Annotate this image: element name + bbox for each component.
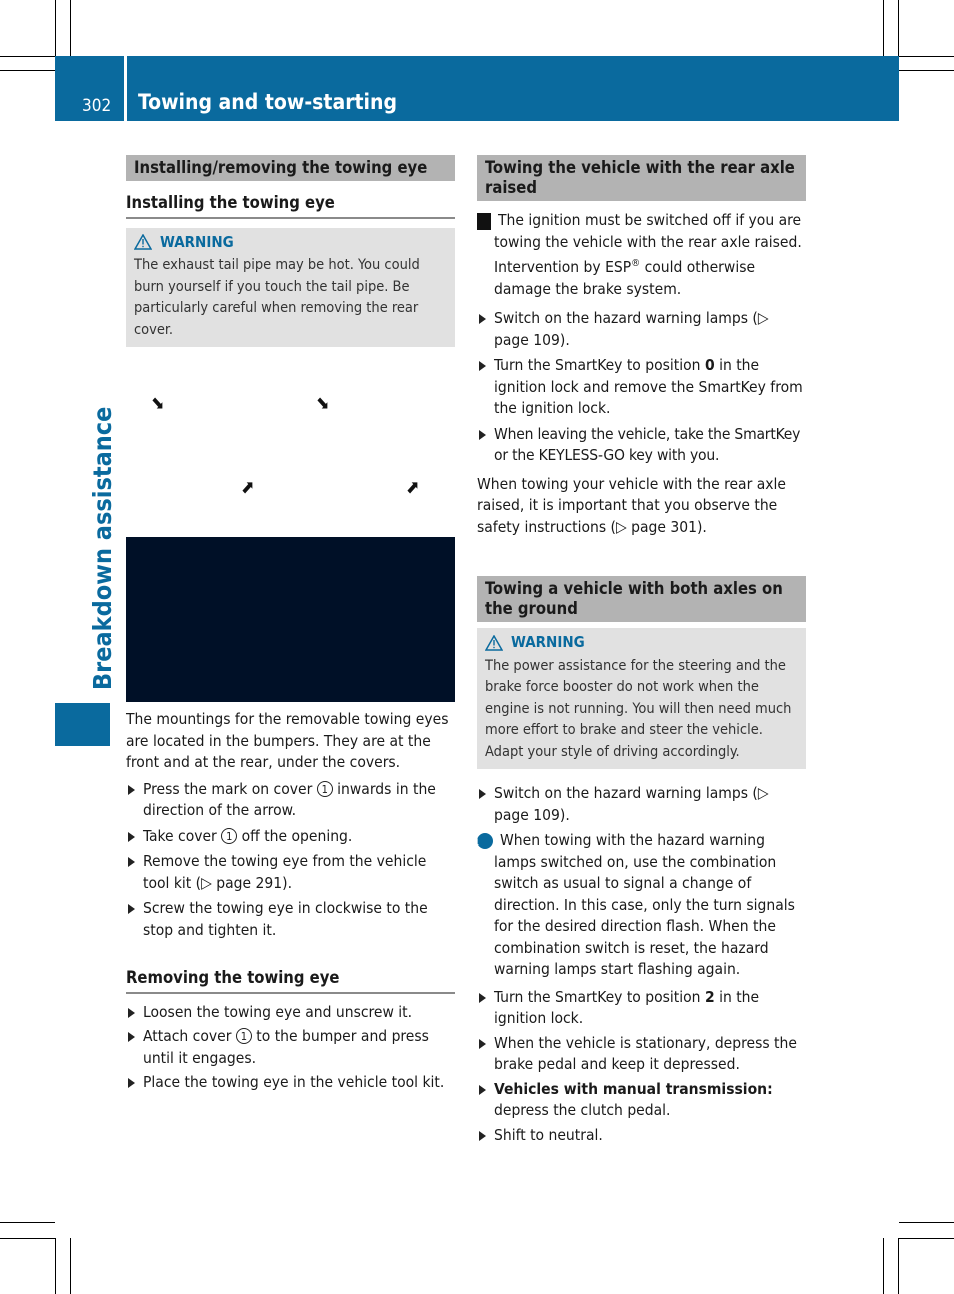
step-bold: 2	[704, 987, 715, 1006]
crop-mark	[70, 1238, 71, 1294]
step-bold: 0	[704, 356, 715, 375]
step-item	[477, 1079, 806, 1122]
notice-paragraph	[472, 210, 806, 300]
exclamation-icon: !	[477, 213, 491, 230]
warning-title	[485, 632, 798, 654]
crop-mark	[899, 70, 954, 71]
section-heading: Installing/removing the towing eye	[126, 155, 455, 181]
step-text: in the ignition lock.	[494, 987, 760, 1028]
side-tab-label: Breakdown assistance	[88, 406, 117, 690]
crop-mark	[883, 0, 884, 56]
crop-mark	[0, 70, 55, 71]
crop-mark	[55, 1238, 56, 1294]
callout-number: 1	[317, 781, 333, 797]
body-paragraph: When towing your vehicle with the rear axle raised, it is important that you observe the safety instructions (▷ page 301).	[477, 474, 787, 536]
step-text: off the opening.	[237, 826, 353, 845]
step-text: Take cover	[143, 826, 222, 845]
section-heading: Towing the vehicle with the rear axle raised	[477, 155, 806, 201]
illustration-panel	[126, 537, 455, 702]
crop-mark	[898, 0, 899, 56]
warning-label: WARNING	[511, 633, 585, 652]
section-heading: Towing a vehicle with both axles on the ground	[477, 576, 806, 622]
info-icon: i	[477, 833, 493, 849]
right-column	[472, 155, 806, 1146]
step-item: Screw the towing eye in clockwise to the stop and tighten it.	[126, 898, 455, 941]
step-text: to the bumper and press until it engages.	[143, 1027, 429, 1067]
step-item: Switch on the hazard warning lamps (▷ page 109).	[477, 308, 806, 351]
info-text: When towing with the hazard warning lamps switched on, use the combination switch as usual to signal a change of direction. In this case, only the turn signals for the desired direction flash. When the combination switch is reset, the hazard warning lamps start flashing again.	[494, 831, 795, 979]
step-text: Turn the SmartKey to position	[494, 987, 705, 1006]
subsection-heading: Installing the towing eye	[126, 192, 455, 219]
arrow-pointer-icon: ⬈	[406, 477, 420, 498]
intro-paragraph: The mountings for the removable towing eyes are located in the bumpers. They are at the front and at the rear, under the covers.	[126, 710, 449, 771]
step-item: Loosen the towing eye and unscrew it.	[126, 1002, 455, 1024]
step-item: Shift to neutral.	[477, 1125, 806, 1147]
step-item: Switch on the hazard warning lamps (▷ page 109).	[477, 783, 806, 826]
info-paragraph	[474, 830, 806, 981]
warning-text: The exhaust tail pipe may be hot. You could burn yourself if you touch the tail pipe. Be particularly careful when removing the rear cover.	[134, 257, 420, 338]
step-bold: Vehicles with manual transmission:	[494, 1079, 773, 1098]
crop-mark	[883, 1238, 884, 1294]
step-text: in the ignition lock and remove the SmartKey from the ignition lock.	[494, 356, 803, 418]
side-tab-marker	[55, 703, 110, 746]
step-item	[477, 987, 806, 1030]
step-text: Turn the SmartKey to position	[494, 356, 705, 375]
left-column	[126, 155, 455, 1094]
step-item	[477, 355, 806, 420]
chapter-title: Towing and tow-starting	[138, 90, 397, 114]
step-text: inwards in the direction of the arrow.	[143, 779, 436, 819]
warning-label: WARNING	[160, 232, 234, 251]
crop-mark	[55, 0, 56, 56]
step-item: When the vehicle is stationary, depress the brake pedal and keep it depressed.	[477, 1033, 806, 1076]
notice-text: could otherwise damage the brake system.	[494, 258, 756, 298]
crop-mark	[70, 0, 71, 56]
warning-title	[134, 232, 447, 254]
warning-triangle-icon	[134, 234, 152, 250]
warning-triangle-icon	[485, 635, 503, 651]
header-divider	[124, 56, 127, 121]
crop-mark	[899, 1238, 954, 1239]
warning-box	[126, 228, 455, 348]
step-item: Remove the towing eye from the vehicle tool kit (▷ page 291).	[126, 851, 455, 894]
step-text: Press the mark on cover	[143, 779, 317, 798]
callout-number: 1	[236, 1028, 252, 1044]
registered-mark: ®	[631, 258, 641, 269]
crop-mark	[898, 1238, 899, 1294]
warning-text: The power assistance for the steering and the brake force booster do not work when the engine is not running. You will then need much more effort to brake and steer the vehicle. Adapt your style of driving accordingly.	[485, 657, 792, 760]
crop-mark	[899, 56, 954, 57]
notice-text: The ignition must be switched off if you are towing the vehicle with the rear axle raised. Intervention by ESP	[494, 211, 802, 277]
step-text: Attach cover	[143, 1027, 236, 1045]
arrow-pointer-icon: ⬈	[241, 477, 255, 498]
step-item: Place the towing eye in the vehicle tool kit.	[126, 1072, 455, 1094]
crop-mark	[0, 56, 55, 57]
subsection-heading: Removing the towing eye	[126, 967, 455, 994]
page-number: 302	[82, 96, 112, 116]
step-item	[126, 1026, 455, 1069]
step-text: depress the clutch pedal.	[494, 1101, 671, 1120]
crop-mark	[899, 1222, 954, 1223]
crop-mark	[0, 1222, 55, 1223]
arrow-pointer-icon: ⬊	[316, 393, 330, 414]
arrow-pointer-icon: ⬊	[151, 393, 165, 414]
step-item	[126, 779, 455, 822]
callout-number: 1	[221, 828, 237, 844]
step-item	[126, 826, 455, 848]
step-item: When leaving the vehicle, take the SmartKey or the KEYLESS-GO key with you.	[477, 424, 806, 467]
warning-box	[477, 628, 806, 769]
crop-mark	[0, 1238, 55, 1239]
towing-eye-illustration	[126, 357, 455, 689]
